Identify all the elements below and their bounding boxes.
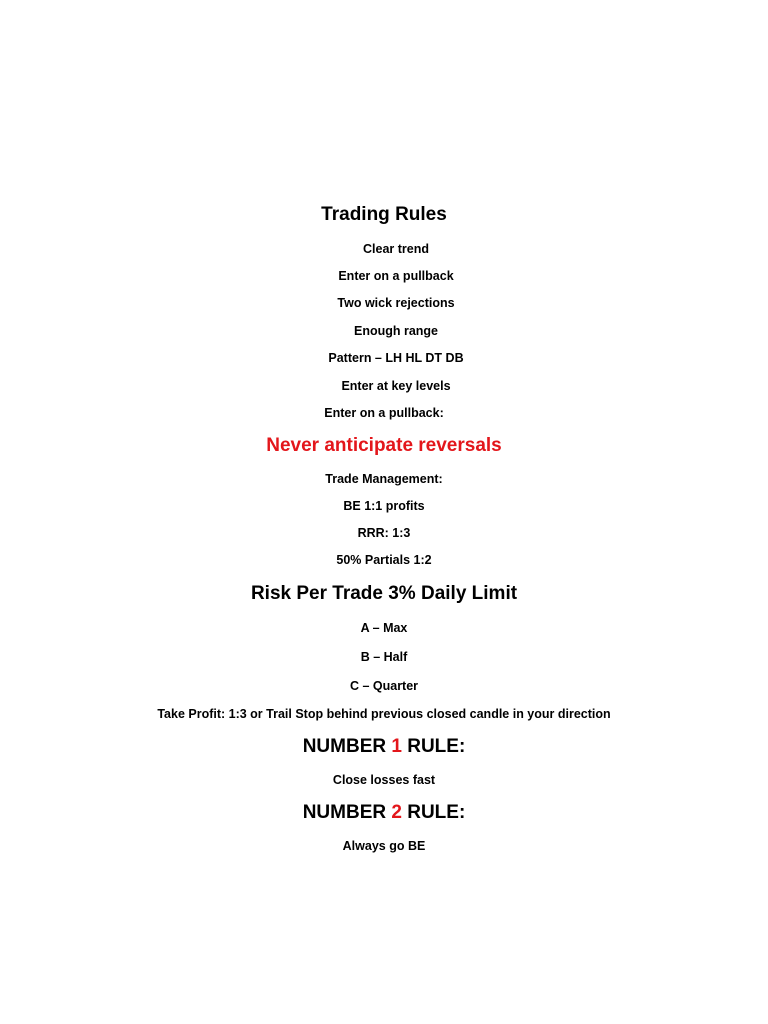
warning-heading: Never anticipate reversals (266, 435, 502, 456)
entry-rule-pattern: Pattern – LH HL DT DB (328, 351, 464, 365)
take-profit-text: Take Profit: 1:3 or Trail Stop behind previous closed candle in your direction (157, 707, 611, 721)
rule-one-text: Close losses fast (332, 773, 436, 787)
entry-rule-pullback: Enter on a pullback (338, 269, 454, 283)
rule-one-prefix: NUMBER (302, 736, 392, 757)
rule-one-heading (0, 736, 768, 758)
trade-management-item: 50% Partials 1:2 (336, 553, 432, 567)
rule-one-number: 1 (391, 736, 402, 757)
rule-two-heading (0, 802, 768, 824)
trade-management-item: BE 1:1 profits (343, 499, 425, 513)
risk-item-a: A – Max (360, 621, 408, 635)
entry-rule-clear-trend: Clear trend (363, 242, 429, 256)
rule-one-suffix: RULE: (401, 736, 466, 757)
risk-item-c: C – Quarter (349, 679, 419, 693)
rule-two-number: 2 (391, 802, 402, 823)
entry-rule-key-levels: Enter at key levels (341, 379, 451, 393)
risk-heading: Risk Per Trade 3% Daily Limit (250, 583, 518, 604)
entry-rule-range: Enough range (353, 324, 439, 338)
risk-item-b: B – Half (360, 650, 408, 664)
entry-rule-wick-rejections: Two wick rejections (337, 296, 455, 310)
rule-two-suffix: RULE: (401, 802, 466, 823)
rule-two-text: Always go BE (342, 839, 426, 853)
trade-management-heading: Trade Management: (325, 472, 443, 486)
trade-management-item: RRR: 1:3 (357, 526, 411, 540)
rule-two-prefix: NUMBER (302, 802, 392, 823)
page-title: Trading Rules (321, 204, 447, 225)
entry-rule-pullback-heading: Enter on a pullback: (324, 406, 444, 420)
